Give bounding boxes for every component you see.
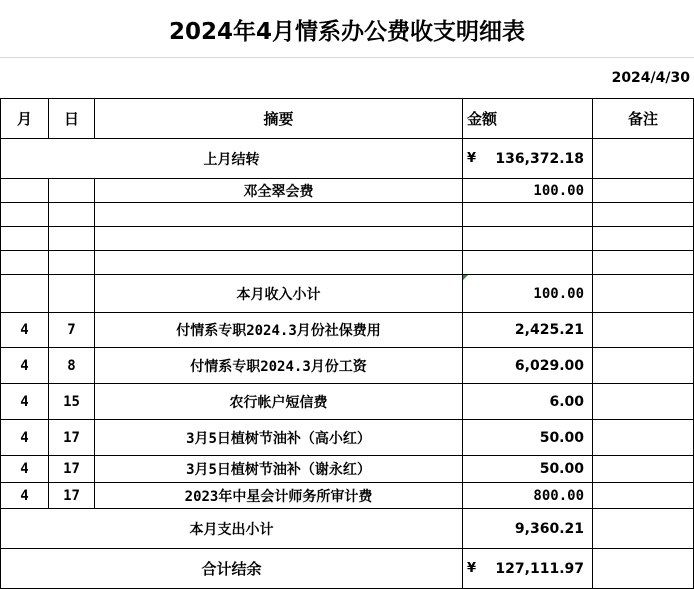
header-day[interactable]: 日 — [63, 110, 79, 128]
currency-symbol: ¥ — [467, 151, 477, 166]
expense-summary[interactable]: 付情系专职2024.3月份社保费用 — [176, 323, 381, 339]
expense-amount[interactable]: 50.00 — [539, 429, 584, 446]
expense-month[interactable]: 4 — [20, 487, 29, 504]
expense-subtotal-label[interactable]: 本月支出小计 — [189, 521, 274, 538]
expense-day[interactable]: 17 — [63, 461, 80, 477]
expense-day[interactable]: 15 — [63, 393, 80, 410]
expense-summary[interactable]: 3月5日植树节油补（谢永红） — [186, 462, 371, 478]
carry-forward-amount[interactable]: 136,372.18 — [495, 150, 584, 167]
expense-summary[interactable]: 2023年中星会计师务所审计费 — [184, 488, 373, 505]
expense-subtotal-amount[interactable]: 9,360.21 — [514, 520, 584, 537]
carry-forward-label[interactable]: 上月结转 — [203, 151, 260, 168]
expense-amount[interactable]: 2,425.21 — [514, 322, 584, 338]
expense-day[interactable]: 8 — [67, 357, 76, 374]
expense-month[interactable]: 4 — [20, 429, 29, 446]
income-amount[interactable]: 100.00 — [533, 182, 584, 199]
expense-month[interactable]: 4 — [20, 393, 29, 410]
expense-month[interactable]: 4 — [20, 322, 29, 338]
header-month[interactable]: 月 — [16, 110, 32, 128]
header-note[interactable]: 备注 — [627, 110, 658, 128]
expense-summary[interactable]: 农行帐户短信费 — [229, 394, 328, 411]
total-amount[interactable]: 127,111.97 — [495, 560, 584, 577]
header-summary[interactable]: 摘要 — [263, 110, 294, 128]
expense-day[interactable]: 17 — [63, 429, 80, 446]
expense-amount[interactable]: 6,029.00 — [514, 357, 584, 374]
income-subtotal-label[interactable]: 本月收入小计 — [236, 286, 321, 303]
expense-day[interactable]: 7 — [67, 322, 76, 338]
expense-day[interactable]: 17 — [63, 487, 80, 504]
expense-month[interactable]: 4 — [20, 461, 29, 477]
income-summary[interactable]: 邓全翠会费 — [243, 183, 314, 200]
total-label[interactable]: 合计结余 — [201, 560, 262, 578]
expense-summary[interactable]: 付情系专职2024.3月份工资 — [190, 358, 367, 375]
expense-amount[interactable]: 6.00 — [549, 393, 584, 410]
income-subtotal-amount[interactable]: 100.00 — [533, 285, 584, 302]
expense-amount[interactable]: 800.00 — [533, 487, 584, 504]
expense-month[interactable]: 4 — [20, 357, 29, 374]
expense-amount[interactable]: 50.00 — [539, 461, 584, 477]
sheet-title[interactable]: 2024年4月情系办公费收支明细表 — [168, 18, 526, 45]
report-date[interactable]: 2024/4/30 — [611, 70, 690, 86]
header-amount[interactable]: 金额 — [467, 110, 498, 128]
expense-summary[interactable]: 3月5日植树节油补（高小红） — [186, 430, 371, 447]
currency-symbol: ¥ — [467, 561, 477, 576]
